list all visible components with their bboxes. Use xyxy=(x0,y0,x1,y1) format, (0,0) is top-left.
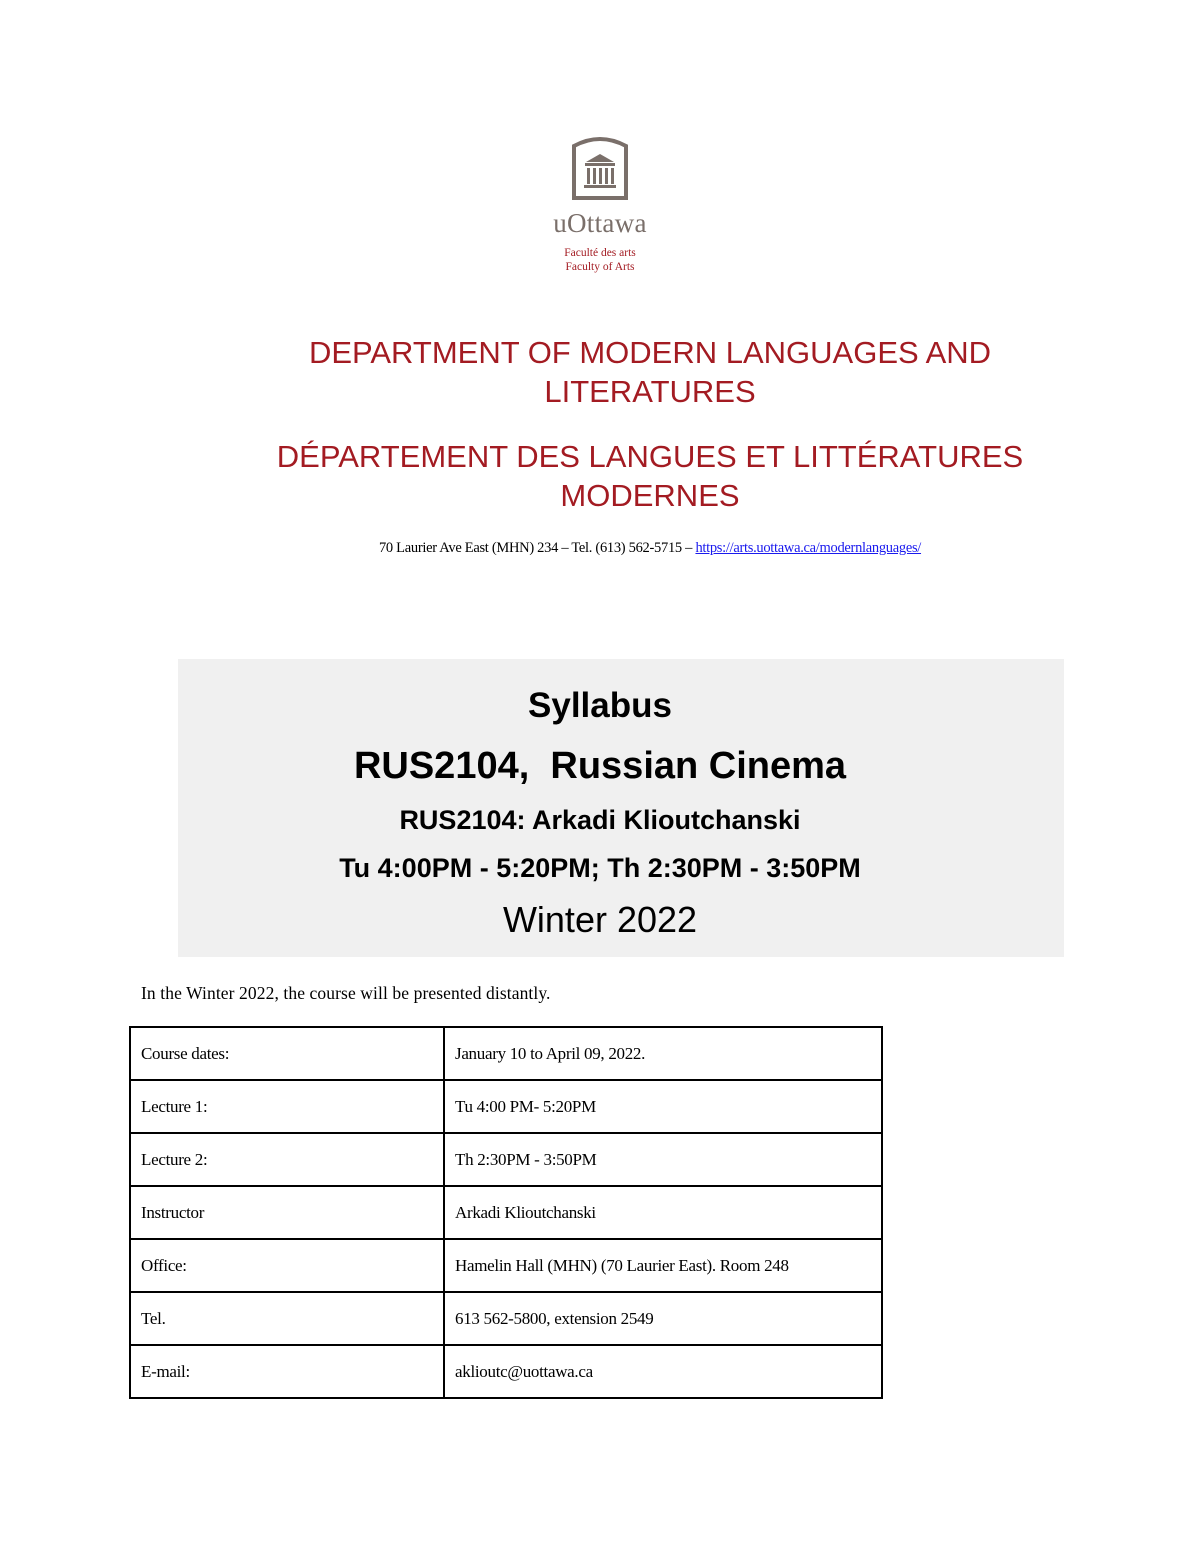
faculty-name-fr: Faculté des arts xyxy=(564,247,636,259)
table-row xyxy=(130,1292,882,1345)
table-cell-value[interactable]: aklioutc@uottawa.ca xyxy=(444,1345,882,1398)
table-cell-label: Lecture 2: xyxy=(130,1133,444,1186)
faculty-name-en: Faculty of Arts xyxy=(565,261,635,273)
course-times-line: Tu 4:00PM - 5:20PM; Th 2:30PM - 3:50PM xyxy=(339,853,861,883)
table-cell-label: Office: xyxy=(130,1239,444,1292)
department-english-line2: LITERATURES xyxy=(544,374,756,409)
department-website-link[interactable]: https://arts.uottawa.ca/modernlanguages/ xyxy=(695,540,922,556)
table-row xyxy=(130,1239,882,1292)
table-cell-label: E-mail: xyxy=(130,1345,444,1398)
department-name-french xyxy=(150,437,1150,515)
course-term: Winter 2022 xyxy=(502,899,698,940)
faculty-name xyxy=(520,246,680,274)
department-name-english xyxy=(150,333,1150,411)
table-cell-value: Hamelin Hall (MHN) (70 Laurier East). Room 248 xyxy=(444,1239,882,1292)
table-row xyxy=(130,1186,882,1239)
address-text: 70 Laurier Ave East (MHN) 234 – Tel. (613) 562-5715 – xyxy=(378,540,696,556)
table-cell-value: Tu 4:00 PM- 5:20PM xyxy=(444,1080,882,1133)
department-address xyxy=(150,540,1150,557)
department-english-line1: DEPARTMENT OF MODERN LANGUAGES AND xyxy=(308,335,992,370)
building-icon xyxy=(570,132,630,200)
table-row xyxy=(130,1080,882,1133)
university-wordmark: uOttawa xyxy=(553,208,647,238)
table-cell-value: Th 2:30PM - 3:50PM xyxy=(444,1133,882,1186)
syllabus-heading: Syllabus xyxy=(528,686,672,725)
table-row xyxy=(130,1027,882,1080)
table-cell-label: Course dates: xyxy=(130,1027,444,1080)
table-cell-value: Arkadi Klioutchanski xyxy=(444,1186,882,1239)
course-title: RUS2104, Russian Cinema xyxy=(353,745,847,787)
course-delivery-note: In the Winter 2022, the course will be presented distantly. xyxy=(141,983,551,1003)
table-cell-label: Lecture 1: xyxy=(130,1080,444,1133)
university-logo xyxy=(520,132,680,274)
table-cell-label: Instructor xyxy=(130,1186,444,1239)
department-french-line2: MODERNES xyxy=(560,478,740,513)
table-row xyxy=(130,1345,882,1398)
table-cell-label: Tel. xyxy=(130,1292,444,1345)
table-cell-value: 613 562-5800, extension 2549 xyxy=(444,1292,882,1345)
course-instructor-line: RUS2104: Arkadi Klioutchanski xyxy=(399,805,801,835)
table-cell-value: January 10 to April 09, 2022. xyxy=(444,1027,882,1080)
department-french-line1: DÉPARTEMENT DES LANGUES ET LITTÉRATURES xyxy=(276,439,1024,474)
table-row xyxy=(130,1133,882,1186)
course-info-table xyxy=(129,1026,883,1399)
